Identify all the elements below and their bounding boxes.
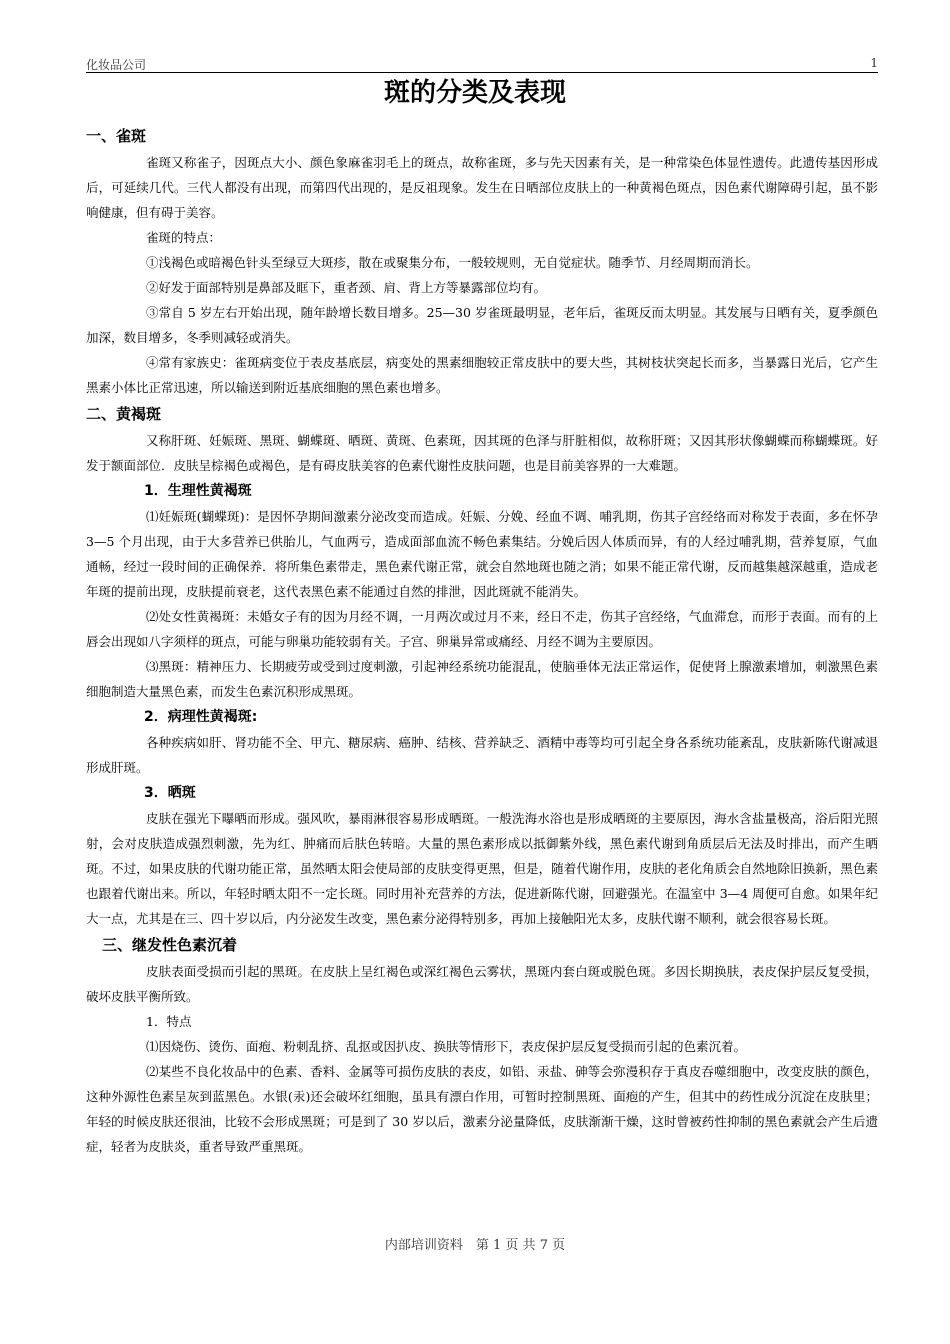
section-heading-secondary-pigmentation: 三、继发性色素沉着 — [102, 936, 238, 954]
paragraph: 1．特点 — [146, 1014, 192, 1029]
paragraph: 雀斑又称雀子，因斑点大小、颜色象麻雀羽毛上的斑点，故称雀斑，多与先天因素有关，是一种常染色体显性遗传。此遗传基因形成后，可延续几代。三代人都没有出现，而第四代出现的，是反祖现象。发生在日晒部位皮肤上的一种黄褐色斑点，因色素代谢障碍引起，虽不影响健康，但有碍于美容。 — [86, 155, 878, 220]
company-name: 化妆品公司 — [86, 58, 147, 72]
paragraph: ⑴因烧伤、烫伤、面疱、粉刺乱挤、乱抠或因扒皮、换肤等情形下，表皮保护层反复受损而引起的色素沉着。 — [146, 1039, 747, 1054]
document-title: 斑的分类及表现 — [383, 78, 566, 108]
page-footer: 内部培训资料 第 1 页 共 7 页 — [384, 1238, 566, 1253]
paragraph: ⑵某些不良化妆品中的色素、香料、金属等可损伤皮肤的表皮，如铅、汞盐、砷等会弥漫积存于真皮吞噬细胞中，改变皮肤的颜色，这种外源性色素呈灰到蓝黑色。水银(汞)还会破坏红细胞，虽具有漂白作用，可暂时控制黑斑、面疱的产生，但其中的药性成分沉淀在皮肤里；年轻的时候皮肤还很油，比较不会形成黑斑；可是到了 30 岁以后，激素分泌量降低，皮肤渐渐干燥，这时曾被药性抑制的黑色素就会产生后遗症，轻者为皮肤炎，重者导致严重黑斑。 — [86, 1064, 878, 1154]
subsection-heading-pathological: 2．病理性黄褐斑: — [144, 709, 258, 725]
header-page-number: 1 — [870, 56, 878, 70]
paragraph: ⑶黑斑：精神压力、长期疲劳或受到过度刺激，引起神经系统功能混乱，使脑垂体无法正常运作，促使肾上腺激素增加，刺激黑色素细胞制造大量黑色素，而发生色素沉积形成黑斑。 — [86, 659, 878, 699]
section-heading-freckles: 一、雀斑 — [86, 127, 147, 145]
paragraph: 皮肤在强光下曝晒而形成。强风吹，暴雨淋很容易形成晒斑。一般洗海水浴也是形成晒斑的主要原因，海水含盐量极高，浴后阳光照射，会对皮肤造成强烈刺激，先为红、肿痛而后肤色转暗。大量的黑色素形成以抵御紫外线，黑色素代谢到角质层后无法及时排出，而产生晒斑。不过，如果皮肤的代谢功能正常，虽然晒太阳会使局部的皮肤变得更黑，但是，随着代谢作用，皮肤的老化角质会自然地除旧换新，黑色素也跟着代谢出来。所以，年轻时晒太阳不一定长斑。同时用补充营养的方法，促进新陈代谢，回避强光。在温室中 3—4 周便可自愈。如果年纪大一点，尤其是在三、四十岁以后，内分泌发生改变，黑色素分泌得特别多，再加上接触阳光太多，皮肤代谢不顺利，就会很容易长斑。 — [86, 811, 878, 926]
paragraph: ②好发于面部特别是鼻部及眶下，重者颈、肩、背上方等暴露部位均有。 — [146, 280, 547, 295]
paragraph: ④常有家族史：雀斑病变位于表皮基底层，病变处的黑素细胞较正常皮肤中的要大些，其树枝状突起长而多，当暴露日光后，它产生黑素小体比正常迅速，所以输送到附近基底细胞的黑色素也增多。 — [86, 355, 878, 395]
paragraph: 又称肝斑、妊娠斑、黑斑、蝴蝶斑、晒斑、黄斑、色素斑，因其斑的色泽与肝脏相似，故称肝斑；又因其形状像蝴蝶而称蝴蝶斑。好发于额面部位．皮肤呈棕褐色或褐色，是有碍皮肤美容的色素代谢性皮肤问题，也是目前美容界的一大难题。 — [86, 433, 878, 473]
paragraph: ①浅褐色或暗褐色针头至绿豆大斑疹，散在或聚集分布，一般较规则，无自觉症状。随季节、月经周期而消长。 — [146, 255, 759, 270]
subsection-heading-sunburn: 3．晒斑 — [144, 785, 196, 801]
paragraph: 雀斑的特点： — [146, 230, 222, 245]
paragraph: ⑴妊娠斑(蝴蝶斑)：是因怀孕期间激素分泌改变而造成。妊娠、分娩、经血不调、哺乳期，伤其子宫经络而对称发于表面，多在怀孕 3—5 个月出现，由于大多营养已供胎儿，气血两亏，造成面部血流不畅色素集结。分娩后因人体质而异，有的人经过哺乳期，营养复原，气血通畅，经过一段时间的正确保养．将所集色素带走，黑色素代谢正常，就会自然地斑也随之消；如果不能正常代谢，反而越集越深越重，造成老年斑的提前出现，皮肤提前衰老，这代表黑色素不能通过自然的排泄，因此斑就不能消失。 — [86, 509, 878, 599]
paragraph: ③常自 5 岁左右开始出现，随年龄增长数目增多。25—30 岁雀斑最明显，老年后，雀斑反而太明显。其发展与日晒有关，夏季颜色加深，数目增多，冬季则减轻或消失。 — [86, 305, 878, 345]
paragraph: ⑵处女性黄褐斑：未婚女子有的因为月经不调，一月两次或过月不来，经日不走，伤其子宫经络，气血滞怠，而形于表面。而有的上唇会出现如八字须样的斑点，可能与卵巢功能较弱有关。子宫、卵巢异常或痛经、月经不调为主要原因。 — [86, 609, 878, 649]
paragraph: 皮肤表面受损而引起的黑斑。在皮肤上呈红褐色或深红褐色云雾状，黑斑内套白斑或脱色斑。多因长期换肤，表皮保护层反复受损，破坏皮肤平衡所致。 — [86, 964, 878, 1004]
subsection-heading-physiological: 1．生理性黄褐斑 — [144, 483, 252, 499]
page-header — [86, 56, 878, 73]
section-heading-melasma: 二、黄褐斑 — [86, 405, 162, 423]
paragraph: 各种疾病如肝、肾功能不全、甲亢、糖尿病、癌肿、结核、营养缺乏、酒精中毒等均可引起全身各系统功能紊乱，皮肤新陈代谢减退形成肝斑。 — [86, 735, 878, 775]
document-body — [86, 122, 878, 1159]
